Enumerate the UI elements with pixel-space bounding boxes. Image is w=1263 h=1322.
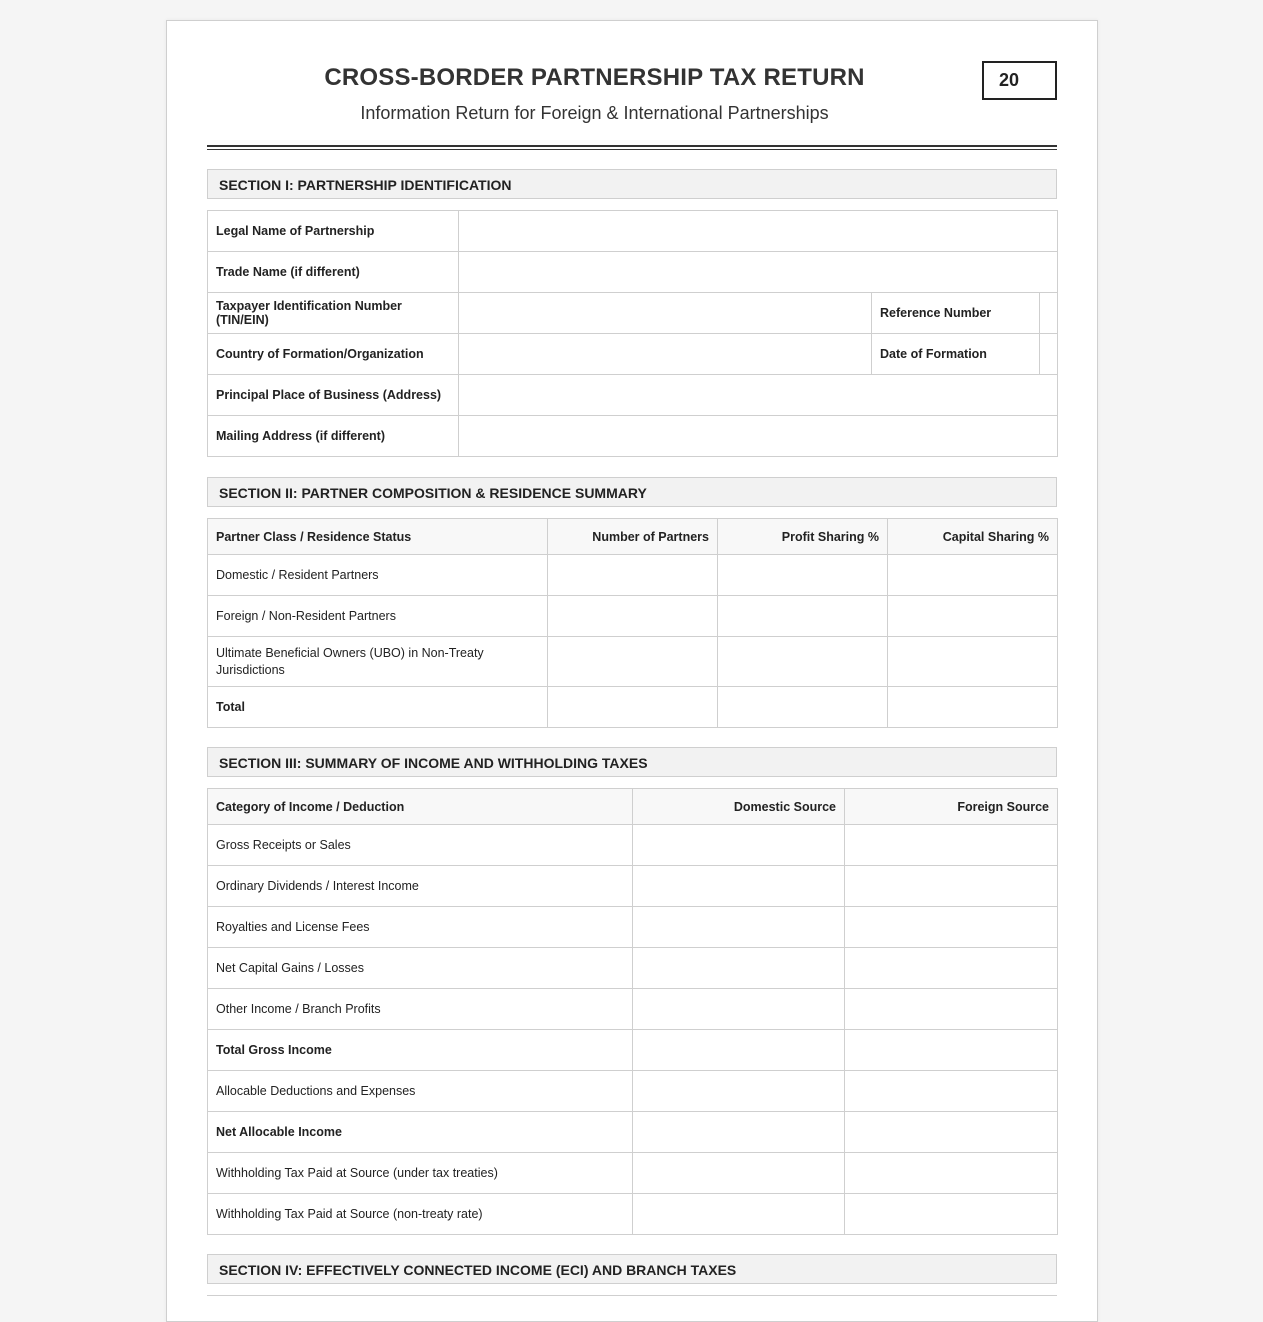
row-label: Ultimate Beneficial Owners (UBO) in Non-Treaty Jurisdictions <box>208 637 548 687</box>
profit-sharing-field[interactable] <box>718 555 888 596</box>
partner-composition-table <box>207 518 1058 728</box>
column-header: Foreign Source <box>845 789 1058 825</box>
row-label: Total Gross Income <box>208 1030 633 1071</box>
foreign-source-field[interactable] <box>845 1030 1058 1071</box>
number-of-partners-field[interactable] <box>548 687 718 728</box>
header-divider <box>207 145 1057 150</box>
form-title: CROSS-BORDER PARTNERSHIP TAX RETURN <box>324 64 865 91</box>
reference-number-label: Reference Number <box>872 293 1040 334</box>
column-header: Partner Class / Residence Status <box>208 519 548 555</box>
row-label: Total <box>208 687 548 728</box>
section-4-heading: SECTION IV: EFFECTIVELY CONNECTED INCOME (ECI) AND BRANCH TAXES <box>207 1254 1057 1284</box>
section-2-heading: SECTION II: PARTNER COMPOSITION & RESIDENCE SUMMARY <box>207 477 1057 507</box>
legal-name-field[interactable] <box>459 211 1058 252</box>
foreign-source-field[interactable] <box>845 1153 1058 1194</box>
foreign-source-field[interactable] <box>845 948 1058 989</box>
legal-name-label: Legal Name of Partnership <box>208 211 459 252</box>
row-principal-place <box>208 375 1058 416</box>
row-trade-name <box>208 252 1058 293</box>
domestic-source-field[interactable] <box>633 1153 845 1194</box>
row-label: Net Capital Gains / Losses <box>208 948 633 989</box>
capital-sharing-field[interactable] <box>888 555 1058 596</box>
profit-sharing-field[interactable] <box>718 596 888 637</box>
income-withholding-table <box>207 788 1058 1235</box>
row-label: Withholding Tax Paid at Source (non-treaty rate) <box>208 1194 633 1235</box>
table-row <box>208 637 1058 687</box>
date-formation-label: Date of Formation <box>872 334 1040 375</box>
row-legal-name <box>208 211 1058 252</box>
row-label: Domestic / Resident Partners <box>208 555 548 596</box>
column-header: Capital Sharing % <box>888 519 1058 555</box>
trade-name-field[interactable] <box>459 252 1058 293</box>
trade-name-label: Trade Name (if different) <box>208 252 459 293</box>
table-row <box>208 866 1058 907</box>
column-header: Profit Sharing % <box>718 519 888 555</box>
table-row <box>208 596 1058 637</box>
form-subtitle: Information Return for Foreign & International Partnerships <box>360 103 829 123</box>
country-label: Country of Formation/Organization <box>208 334 459 375</box>
principal-place-field[interactable] <box>459 375 1058 416</box>
tin-field[interactable] <box>459 293 872 334</box>
domestic-source-field[interactable] <box>633 1030 845 1071</box>
capital-sharing-field[interactable] <box>888 687 1058 728</box>
row-mailing-address <box>208 416 1058 457</box>
form-page <box>166 20 1098 1322</box>
section-3-heading: SECTION III: SUMMARY OF INCOME AND WITHHOLDING TAXES <box>207 747 1057 777</box>
date-formation-field[interactable] <box>1040 334 1058 375</box>
section-1-heading: SECTION I: PARTNERSHIP IDENTIFICATION <box>207 169 1057 199</box>
foreign-source-field[interactable] <box>845 1194 1058 1235</box>
table-row <box>208 1071 1058 1112</box>
row-tin <box>208 293 1058 334</box>
table-row-subtotal <box>208 1112 1058 1153</box>
table-row <box>208 907 1058 948</box>
table-header-row <box>208 789 1058 825</box>
tax-year-field[interactable]: 20 <box>982 61 1057 100</box>
number-of-partners-field[interactable] <box>548 555 718 596</box>
row-label: Withholding Tax Paid at Source (under tax treaties) <box>208 1153 633 1194</box>
reference-number-field[interactable] <box>1040 293 1058 334</box>
row-label: Allocable Deductions and Expenses <box>208 1071 633 1112</box>
foreign-source-field[interactable] <box>845 907 1058 948</box>
table-row-subtotal <box>208 1030 1058 1071</box>
domestic-source-field[interactable] <box>633 948 845 989</box>
mailing-address-field[interactable] <box>459 416 1058 457</box>
foreign-source-field[interactable] <box>845 1112 1058 1153</box>
row-label: Other Income / Branch Profits <box>208 989 633 1030</box>
foreign-source-field[interactable] <box>845 825 1058 866</box>
table-row <box>208 825 1058 866</box>
domestic-source-field[interactable] <box>633 825 845 866</box>
table-row <box>208 989 1058 1030</box>
table-row-total <box>208 687 1058 728</box>
section-4-table-edge <box>207 1295 1057 1297</box>
principal-place-label: Principal Place of Business (Address) <box>208 375 459 416</box>
row-label: Royalties and License Fees <box>208 907 633 948</box>
domestic-source-field[interactable] <box>633 989 845 1030</box>
row-label: Foreign / Non-Resident Partners <box>208 596 548 637</box>
foreign-source-field[interactable] <box>845 866 1058 907</box>
capital-sharing-field[interactable] <box>888 596 1058 637</box>
row-label: Net Allocable Income <box>208 1112 633 1153</box>
table-row <box>208 1153 1058 1194</box>
table-row <box>208 948 1058 989</box>
row-label: Ordinary Dividends / Interest Income <box>208 866 633 907</box>
foreign-source-field[interactable] <box>845 1071 1058 1112</box>
mailing-address-label: Mailing Address (if different) <box>208 416 459 457</box>
domestic-source-field[interactable] <box>633 907 845 948</box>
number-of-partners-field[interactable] <box>548 596 718 637</box>
row-country <box>208 334 1058 375</box>
domestic-source-field[interactable] <box>633 1071 845 1112</box>
country-field[interactable] <box>459 334 872 375</box>
table-row <box>208 1194 1058 1235</box>
capital-sharing-field[interactable] <box>888 637 1058 687</box>
tin-label: Taxpayer Identification Number (TIN/EIN) <box>208 293 459 334</box>
partnership-identification-table <box>207 210 1058 457</box>
row-label: Gross Receipts or Sales <box>208 825 633 866</box>
column-header: Category of Income / Deduction <box>208 789 633 825</box>
domestic-source-field[interactable] <box>633 1194 845 1235</box>
column-header: Number of Partners <box>548 519 718 555</box>
table-row <box>208 555 1058 596</box>
foreign-source-field[interactable] <box>845 989 1058 1030</box>
profit-sharing-field[interactable] <box>718 637 888 687</box>
domestic-source-field[interactable] <box>633 1112 845 1153</box>
column-header: Domestic Source <box>633 789 845 825</box>
table-header-row <box>208 519 1058 555</box>
domestic-source-field[interactable] <box>633 866 845 907</box>
number-of-partners-field[interactable] <box>548 637 718 687</box>
profit-sharing-field[interactable] <box>718 687 888 728</box>
